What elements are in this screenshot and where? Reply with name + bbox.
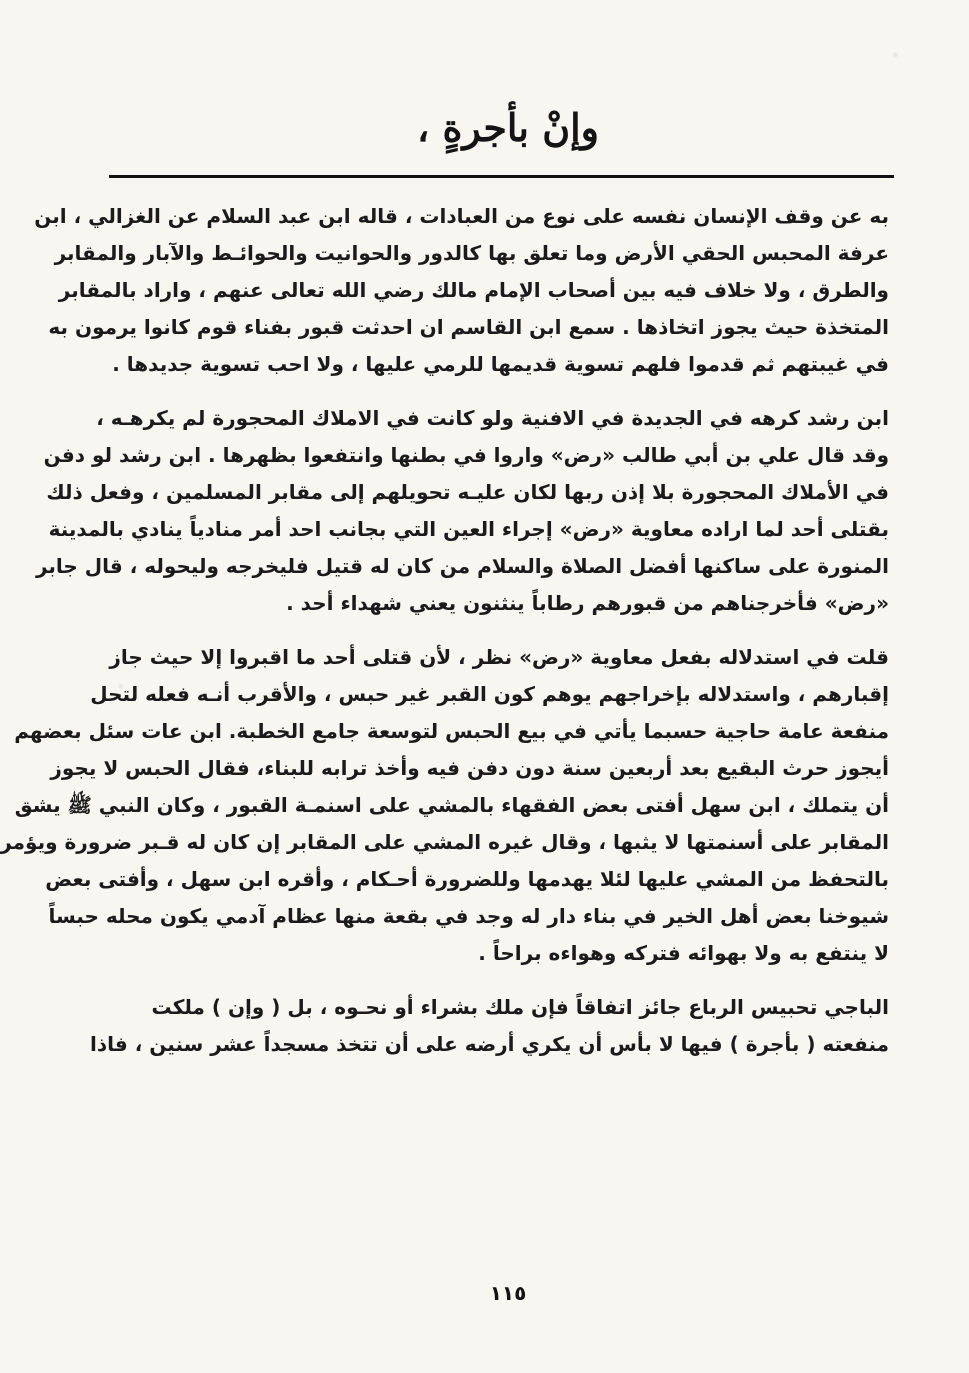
main-text <box>0 198 889 1063</box>
header-rule <box>109 175 894 178</box>
paragraph-gap <box>113 383 889 400</box>
text-line: وقد قال علي بن أبي طالب «رض» واروا في بطنها وانتفعوا بظهرها . ابن رشد لو دفن <box>43 443 889 467</box>
paragraph-1 <box>34 198 889 383</box>
text-line: لا ينتفع به ولا بهوائه فتركه وهواءه براحاً . <box>478 941 889 965</box>
paragraph-4 <box>90 989 889 1063</box>
text-line: «رض» فأخرجناهم من قبورهم رطاباً ينثنون يعني شهداء أحد . <box>286 591 889 615</box>
page-number: ١١٥ <box>489 1281 527 1305</box>
text-line: بالتحفظ من المشي عليها لئلا يهدمها وللضرورة أحـكام ، وأقره ابن سهل ، وأفتى بعض <box>45 867 889 891</box>
paragraph-gap <box>113 622 889 639</box>
text-line: المقابر على أسنمتها لا يثبها ، وقال غيره المشي على المقابر إن كان له قـبر ضرورة ويؤمر <box>0 830 889 854</box>
paragraph-2 <box>35 400 889 622</box>
page-header <box>107 100 909 160</box>
text-line: أيجوز حرث البقيع بعد أربعين سنة دون دفن فيه وأخذ ترابه للبناء، فقال الحبس لا يجوز <box>50 756 889 780</box>
text-line: ابن رشد كرهه في الجديدة في الافنية ولو كانت في الاملاك المحجورة لم يكرهـه ، <box>96 406 889 430</box>
text-line: المتخذة حيث يجوز اتخاذها . سمع ابن القاسم ان احدثت قبور بفناء قوم كانوا يرمون به <box>48 315 889 339</box>
text-line: عرفة المحبس الحقي الأرض وما تعلق بها كالدور والحوانيت والحوائـط والآبار والمقابر <box>54 241 889 265</box>
text-line: منفعته ( بأجرة ) فيها لا بأس أن يكري أرضه على أن تتخذ مسجداً عشر سنين ، فاذا <box>90 1032 889 1056</box>
text-line: أن يتملك ، ابن سهل أفتى بعض الفقهاء بالمشي على اسنمـة القبور ، وكان النبي ﷺ يشق <box>14 793 889 817</box>
text-line: المنورة على ساكنها أفضل الصلاة والسلام من كان له قتيل فليخرجه وليحوله ، قال جابر <box>35 554 889 578</box>
text-line: الباجي تحبيس الرباع جائز اتفاقاً فإن ملك بشراء أو نحـوه ، بل ( وإن ) ملكت <box>151 995 889 1019</box>
text-line: في غيبتهم ثم قدموا فلهم تسوية قديمها للرمي عليها ، ولا احب تسوية جديدها . <box>112 352 889 376</box>
paragraph-gap <box>113 972 889 989</box>
text-line: منفعة عامة حاجية حسبما يأتي في بيع الحبس لتوسعة جامع الخطبة. ابن عات سئل بعضهم <box>14 719 889 743</box>
text-line: إقبارهم ، واستدلاله بإخراجهم يوهم كون القبر غير حبس ، والأقرب أنـه فعله لتحل <box>90 682 889 706</box>
paragraph-3 <box>0 639 889 972</box>
text-line: والطرق ، ولا خلاف فيه بين أصحاب الإمام مالك رضي الله تعالى عنهم ، واراد بالمقابر <box>58 278 889 302</box>
header-title: وإنْ بأجرةٍ ، <box>416 105 600 150</box>
text-line: شيوخنا بعض أهل الخير في بناء دار له وجد في بقعة منها عظام آدمي يكون محله حبساً <box>48 904 889 928</box>
text-line: بقتلى أحد لما اراده معاوية «رض» إجراء العين التي بجانب احد أمر منادياً ينادي بالمدينة <box>48 517 889 541</box>
text-line: به عن وقف الإنسان نفسه على نوع من العبادات ، قاله ابن عبد السلام عن الغزالي ، ابن <box>34 204 889 228</box>
text-line: في الأملاك المحجورة بلا إذن ربها لكان عليـه تحويلهم إلى مقابر المسلمين ، وفعل ذلك <box>46 480 889 504</box>
text-line: قلت في استدلاله بفعل معاوية «رض» نظر ، لأن قتلى أحد ما اقبروا إلا حيث جاز <box>109 645 889 669</box>
